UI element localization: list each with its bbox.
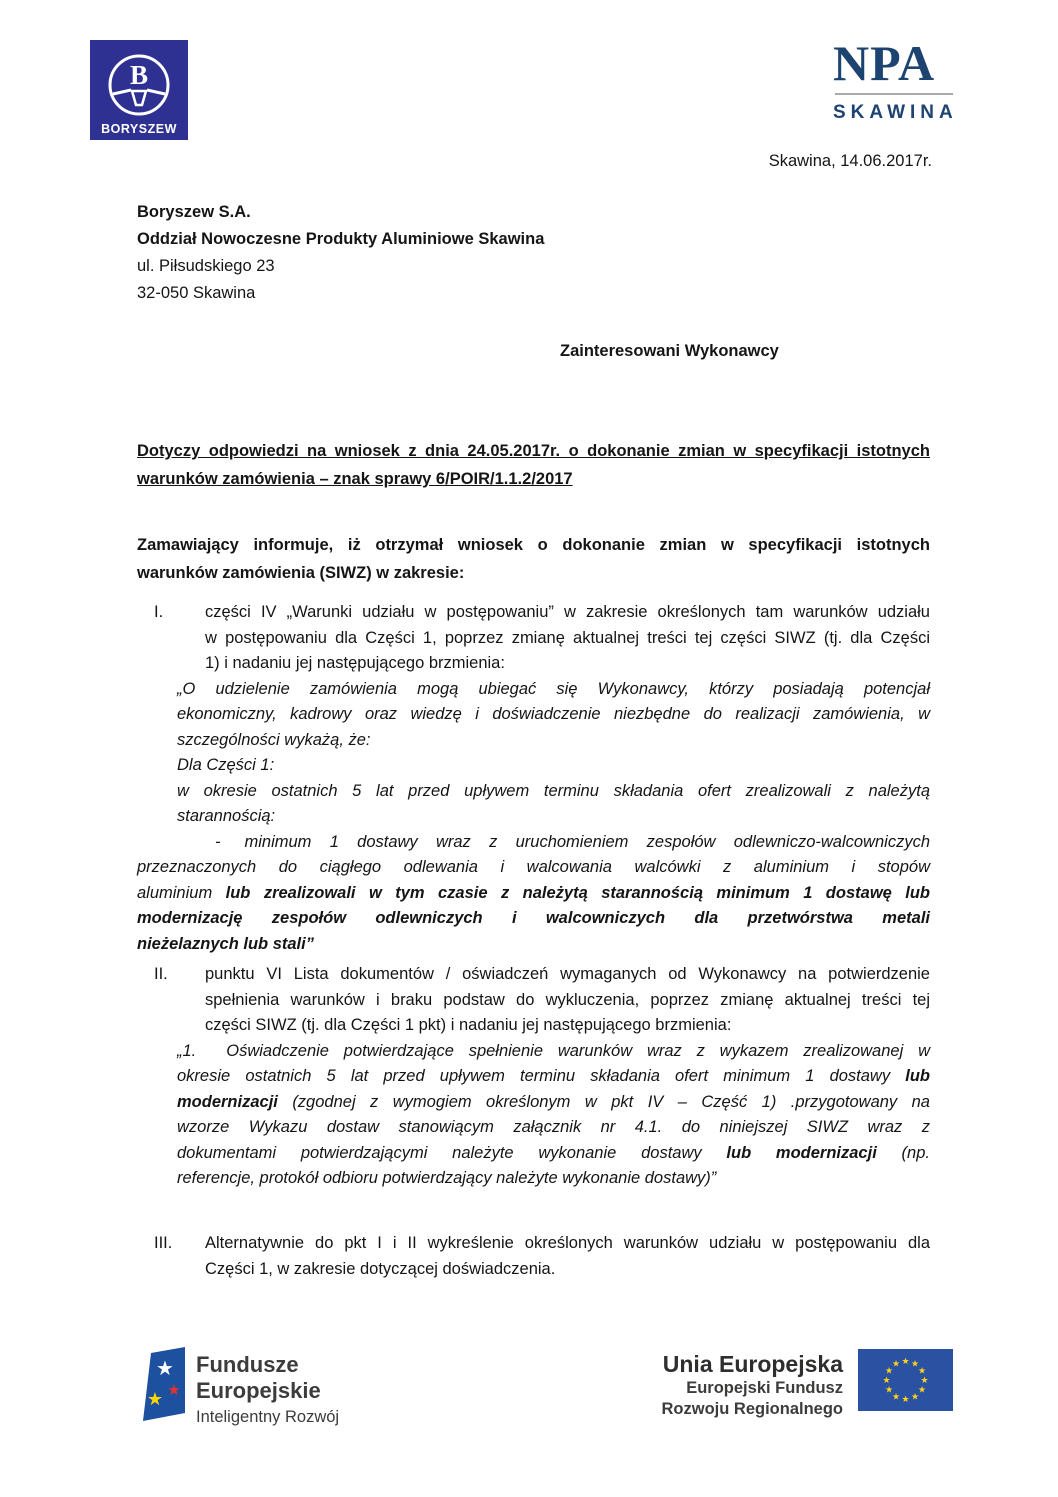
- list-item-1-dash-paragraph: - minimum 1 dostawy wraz z uruchomieniem zespołów odlewniczo-walcowniczych przeznaczonych do ciągłego odlewania i walcowania walcówki z aluminium i stopów aluminium lub zrealizowali w tym czasie z należytą starannością minimum 1 dostawę lub modernizację zespołów odlewniczych i walcowniczych dla przetwórstwa metali nieżelaznych lub stali”: [137, 832, 930, 953]
- salutation: Zainteresowani Wykonawcy: [560, 342, 779, 360]
- eu-subtitle-line1: Europejski Fundusz: [686, 1379, 843, 1397]
- fe-red-star-icon: ★: [167, 1382, 181, 1399]
- svg-text:★: ★: [901, 1356, 910, 1366]
- svg-text:★: ★: [882, 1375, 891, 1385]
- date-line: Skawina, 14.06.2017r.: [768, 152, 932, 170]
- svg-text:★: ★: [910, 1391, 920, 1402]
- list-item-2: [137, 962, 930, 1192]
- fe-yellow-star-icon: ★: [146, 1389, 164, 1409]
- svg-text:★: ★: [917, 1365, 927, 1376]
- list-item-1-paragraph: części IV „Warunki udziału w postępowaniu” w zakresie określonych tam warunków udziału w postępowaniu dla Części 1, poprzez zmianę aktualnej treści tej części SIWZ (tj. dla Części 1) i nadaniu jej następującego brzmienia:: [205, 603, 930, 672]
- eu-title: Unia Europejska: [662, 1351, 843, 1377]
- list-item-2-paragraph: punktu VI Lista dokumentów / oświadczeń wymaganych od Wykonawcy na potwierdzenie spełnienia warunków i braku podstaw do wykluczenia, poprzez zmianę aktualnej treści tej części SIWZ (tj. dla Części 1 pkt) i nadaniu jej następującego brzmienia:: [205, 965, 930, 1034]
- unia-europejska-text: [662, 1350, 844, 1420]
- svg-text:★: ★: [910, 1358, 920, 1369]
- eu-subtitle-line2: Rozwoju Regionalnego: [661, 1400, 843, 1418]
- list-item-1-numeral: I.: [154, 603, 164, 621]
- boryszew-logo-label: BORYSZEW: [101, 122, 177, 136]
- fe-subtitle: Inteligentny Rozwój: [196, 1408, 340, 1426]
- eu-flag-icon: [858, 1349, 953, 1411]
- svg-text:★: ★: [891, 1391, 901, 1402]
- list-item-2-quote: „1. Oświadczenie potwierdzające spełnienie warunków wraz z wykazem zrealizowanej w okresie ostatnich 5 lat przed upływem terminu składania ofert minimum 1 dostawy lub modernizacji (zgodnej z wymogiem określonym w pkt IV – Część 1) .przygotowany na wzorze Wykazu dostaw stanowiącym załącznik nr 4.1. do niniejszej SIWZ wraz z dokumentami potwierdzającymi należyte wykonanie dostawy lub modernizacji (np. referencje, protokół odbioru potwierdzający należyte wykonanie dostawy)”: [177, 1041, 930, 1187]
- fundusze-europejskie-text: [196, 1352, 339, 1427]
- boryszew-logo-letter: B: [129, 60, 149, 90]
- list-item-3-numeral: III.: [154, 1234, 173, 1252]
- recipient-street: ul. Piłsudskiego 23: [137, 257, 275, 275]
- boryszew-logo: [90, 40, 188, 145]
- fe-title-line2: Europejskie: [196, 1378, 321, 1403]
- list-item-3-paragraph: Alternatywnie do pkt I i II wykreślenie określonych warunków udziału w postępowaniu dla Części 1, w zakresie dotyczącej doświadczenia.: [205, 1234, 930, 1278]
- svg-text:★: ★: [901, 1394, 910, 1404]
- svg-text:★: ★: [884, 1384, 894, 1395]
- npa-logo-city: SKAWINA: [833, 102, 958, 123]
- fe-title-line1: Fundusze: [196, 1352, 299, 1377]
- list-item-1-quote: „O udzielenie zamówienia mogą ubiegać się Wykonawcy, którzy posiadają potencjał ekonomiczny, kadrowy oraz wiedzę i doświadczenie niezbędne do realizacji zamówienia, w szczególności wykażą, że: Dla Części 1: w okresie ostatnich 5 lat przed upływem terminu składania ofert zrealizowali z należytą starannością:: [177, 679, 930, 825]
- intro-paragraph: Zamawiający informuje, iż otrzymał wniosek o dokonanie zmian w specyfikacji istotnych warunków zamówienia (SIWZ) w zakresie:: [137, 536, 930, 582]
- npa-logo: [833, 35, 958, 124]
- svg-text:★: ★: [920, 1375, 929, 1385]
- svg-text:★: ★: [884, 1365, 894, 1376]
- list-item-1: [137, 600, 930, 957]
- eu-flag: [858, 1349, 953, 1416]
- npa-logo-divider: [835, 93, 953, 95]
- list-item-3: [137, 1231, 930, 1282]
- recipient-company: Boryszew S.A.: [137, 203, 251, 221]
- svg-text:★: ★: [917, 1384, 927, 1395]
- recipient-division: Oddział Nowoczesne Produkty Aluminiowe Skawina: [137, 230, 545, 248]
- boryszew-logo-icon: [90, 40, 188, 140]
- npa-logo-acronym: NPA: [833, 35, 936, 91]
- fundusze-europejskie-flag-icon: [143, 1347, 185, 1421]
- svg-text:★: ★: [891, 1358, 901, 1369]
- recipient-block: [137, 199, 544, 307]
- fe-white-star-icon: ★: [156, 1358, 174, 1380]
- subject-paragraph: Dotyczy odpowiedzi na wniosek z dnia 24.05.2017r. o dokonanie zmian w specyfikacji istotnych warunków zamówienia – znak sprawy 6/POIR/1.1.2/2017: [137, 442, 930, 488]
- list-item-2-numeral: II.: [154, 965, 168, 983]
- recipient-city: 32-050 Skawina: [137, 284, 256, 302]
- fundusze-europejskie-logo: [143, 1347, 185, 1426]
